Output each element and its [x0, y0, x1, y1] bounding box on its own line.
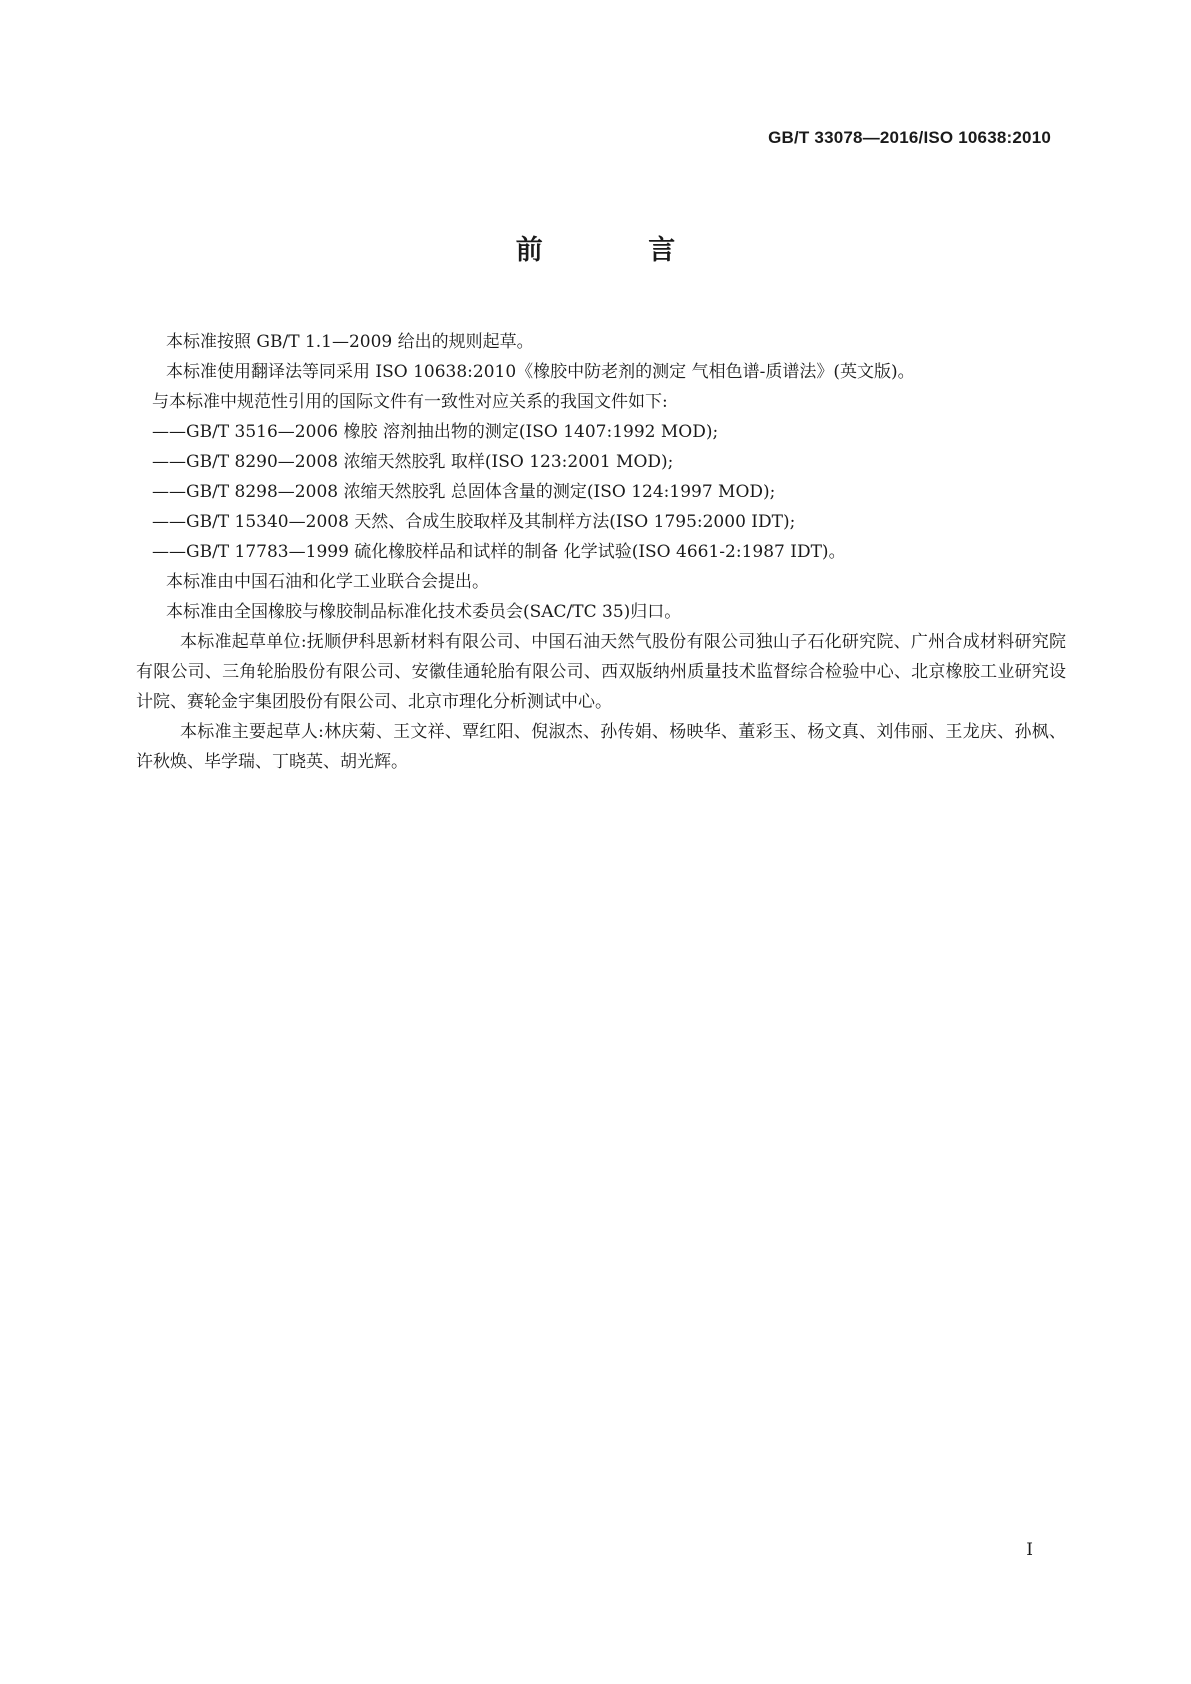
standard-code-header: GB/T 33078—2016/ISO 10638:2010	[768, 128, 1051, 147]
paragraph-proposer: 本标准由中国石油和化学工业联合会提出。	[166, 572, 489, 592]
paragraph-drafters: 本标准主要起草人:林庆菊、王文祥、覃红阳、倪淑杰、孙传娟、杨映华、董彩玉、杨文真、刘伟丽、王龙庆、孙枫、许秋焕、毕学瑞、丁晓英、胡光辉。	[136, 722, 1066, 772]
reference-item: ——GB/T 8290—2008 浓缩天然胶乳 取样(ISO 123:2001 MOD);	[152, 452, 674, 472]
reference-item: ——GB/T 8298—2008 浓缩天然胶乳 总固体含量的测定(ISO 124:1997 MOD);	[152, 482, 776, 502]
paragraph-drafting-units: 本标准起草单位:抚顺伊科思新材料有限公司、中国石油天然气股份有限公司独山子石化研究院、广州合成材料研究院有限公司、三角轮胎股份有限公司、安徽佳通轮胎有限公司、西双版纳州质量技术监督综合检验中心、北京橡胶工业研究设计院、赛轮金宇集团股份有限公司、北京市理化分析测试中心。	[136, 632, 1066, 712]
page-number: I	[1026, 1540, 1033, 1560]
page-title: 前 言	[515, 235, 724, 266]
paragraph-committee: 本标准由全国橡胶与橡胶制品标准化技术委员会(SAC/TC 35)归口。	[166, 602, 682, 622]
reference-item: ——GB/T 15340—2008 天然、合成生胶取样及其制样方法(ISO 1795:2000 IDT);	[152, 512, 796, 532]
reference-item: ——GB/T 3516—2006 橡胶 溶剂抽出物的测定(ISO 1407:1992 MOD);	[152, 422, 719, 442]
paragraph-drafting-rules: 本标准按照 GB/T 1.1—2009 给出的规则起草。	[166, 332, 534, 352]
reference-item: ——GB/T 17783—1999 硫化橡胶样品和试样的制备 化学试验(ISO 4661-2:1987 IDT)。	[152, 542, 846, 562]
paragraph-adoption: 本标准使用翻译法等同采用 ISO 10638:2010《橡胶中防老剂的测定 气相色谱-质谱法》(英文版)。	[166, 362, 915, 382]
foreword-body	[136, 327, 1066, 777]
paragraph-references-intro: 与本标准中规范性引用的国际文件有一致性对应关系的我国文件如下:	[152, 392, 668, 412]
